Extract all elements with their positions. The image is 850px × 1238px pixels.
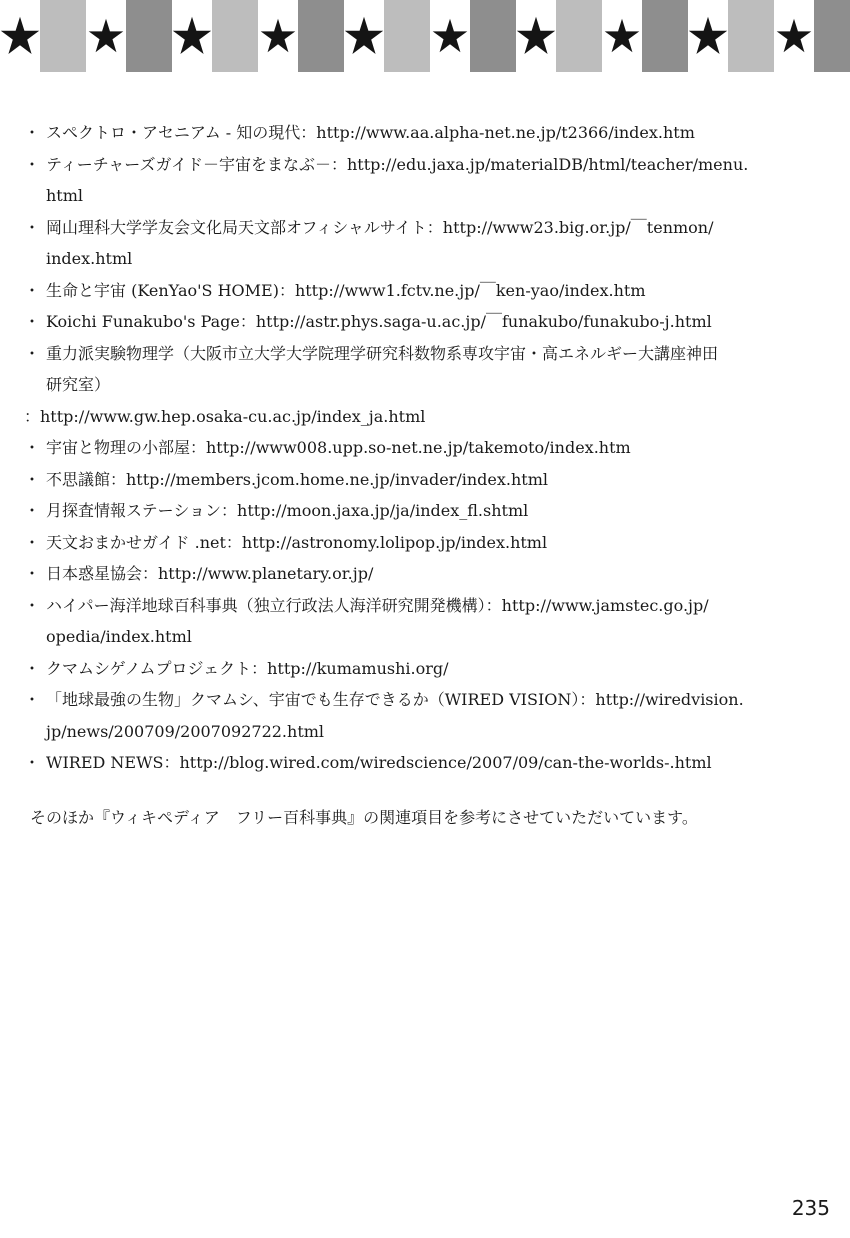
link-list-item: [24, 275, 824, 307]
bullet-mark: ・: [24, 438, 41, 457]
link-list-item: [24, 117, 824, 149]
bullet-mark: ・: [24, 217, 41, 237]
link-entry-text: 不思議館：http://members.jcom.home.ne.jp/invader/index.html: [46, 469, 548, 489]
bullet-mark: ・: [24, 753, 41, 772]
star-icon: [516, 10, 556, 62]
banner-stripe: [298, 0, 344, 72]
link-list-item: [24, 401, 824, 433]
footer-note: そのほか『ウィキペディア フリー百科事典』の関連項目を参考にさせていただいています。: [30, 808, 698, 827]
reference-link-list: [24, 117, 824, 779]
link-entry-continuation: jp/news/200709/2007092722.html: [46, 721, 325, 741]
banner-stripe: [728, 0, 774, 72]
link-entry-text: ：http://www.gw.hep.osaka-cu.ac.jp/index_ja.html: [24, 406, 426, 426]
link-entry-text: Koichi Funakubo's Page：http://astr.phys.saga-u.ac.jp/￣funakubo/funakubo-j.html: [46, 312, 712, 331]
link-entry-text: ティーチャーズガイド－宇宙をまなぶ－：http://edu.jaxa.jp/materialDB/html/teacher/menu.: [46, 154, 749, 174]
link-list-item: [24, 684, 824, 747]
link-entry-text: 岡山理科大学学友会文化局天文部オフィシャルサイト：http://www23.big.or.jp/￣tenmon/: [46, 217, 714, 237]
bullet-mark: ・: [24, 532, 41, 552]
link-entry-text: クマムシゲノムプロジェクト：http://kumamushi.org/: [46, 658, 449, 678]
star-icon: [344, 10, 384, 62]
star-icon: [604, 18, 640, 54]
link-entry-continuation: index.html: [46, 249, 133, 268]
link-entry-text: 宇宙と物理の小部屋：http://www008.upp.so-net.ne.jp/takemoto/index.htm: [46, 438, 631, 457]
link-list-item: [24, 212, 824, 275]
bullet-mark: ・: [24, 280, 41, 300]
banner-stripe: [40, 0, 86, 72]
banner-stripe: [642, 0, 688, 72]
link-entry-text: 重力派実験物理学（大阪市立大学大学院理学研究科数物系専攻宇宙・高エネルギー大講座神田: [46, 343, 719, 363]
star-icon: [172, 10, 212, 62]
bullet-mark: ・: [24, 690, 41, 709]
star-icon: [260, 18, 296, 54]
link-list-item: [24, 306, 824, 338]
star-banner: [0, 0, 850, 72]
bullet-mark: ・: [24, 154, 41, 174]
link-entry-text: 「地球最強の生物」クマムシ、宇宙でも生存できるか（WIRED VISION）：http://wiredvision.: [46, 690, 744, 709]
banner-stripe: [516, 0, 556, 72]
link-entry-continuation: 研究室）: [46, 375, 111, 394]
link-list-item: [24, 747, 824, 779]
bullet-mark: ・: [24, 469, 41, 489]
banner-stripe: [774, 0, 814, 72]
banner-stripe: [258, 0, 298, 72]
link-entry-text: 生命と宇宙 (KenYao'S HOME)：http://www1.fctv.ne.jp/￣ken-yao/index.htm: [46, 280, 646, 300]
page-number: 235: [791, 1196, 830, 1220]
link-entry-text: スペクトロ・アセニアム - 知の現代：http://www.aa.alpha-net.ne.jp/t2366/index.htm: [46, 123, 695, 142]
link-list-item: [24, 432, 824, 464]
banner-stripe: [212, 0, 258, 72]
star-icon: [88, 18, 124, 54]
banner-stripe: [814, 0, 850, 72]
banner-stripe: [0, 0, 40, 72]
bullet-mark: ・: [24, 312, 41, 331]
link-list-item: [24, 590, 824, 653]
bullet-mark: ・: [24, 501, 41, 520]
link-list-item: [24, 338, 824, 401]
bullet-mark: ・: [24, 658, 41, 678]
bullet-mark: ・: [24, 564, 41, 583]
link-entry-continuation: html: [46, 186, 84, 205]
link-entry-text: 月探査情報ステーション：http://moon.jaxa.jp/ja/index_fl.shtml: [46, 501, 529, 520]
star-icon: [776, 18, 812, 54]
bullet-mark: ・: [24, 595, 41, 615]
bullet-mark: ・: [24, 123, 41, 142]
banner-stripe: [86, 0, 126, 72]
banner-stripe: [126, 0, 172, 72]
banner-stripe: [430, 0, 470, 72]
link-list-item: [24, 464, 824, 496]
link-entry-text: ハイパー海洋地球百科事典（独立行政法人海洋研究開発機構）：http://www.jamstec.go.jp/: [46, 595, 709, 615]
banner-stripe: [172, 0, 212, 72]
link-list-item: [24, 558, 824, 590]
link-entry-text: 天文おまかせガイド .net：http://astronomy.lolipop.jp/index.html: [46, 532, 548, 552]
link-list-item: [24, 653, 824, 685]
banner-stripe: [384, 0, 430, 72]
star-icon: [0, 10, 40, 62]
banner-stripe: [688, 0, 728, 72]
link-list-item: [24, 149, 824, 212]
bullet-mark: ・: [24, 343, 41, 363]
banner-stripe: [470, 0, 516, 72]
star-icon: [432, 18, 468, 54]
link-list-item: [24, 495, 824, 527]
banner-stripe: [602, 0, 642, 72]
banner-stripe: [344, 0, 384, 72]
link-entry-text: 日本惑星協会：http://www.planetary.or.jp/: [46, 564, 374, 583]
banner-stripe: [556, 0, 602, 72]
link-list-item: [24, 527, 824, 559]
link-entry-text: WIRED NEWS：http://blog.wired.com/wiredscience/2007/09/can-the-worlds-.html: [46, 753, 712, 772]
link-entry-continuation: opedia/index.html: [46, 627, 192, 646]
star-icon: [688, 10, 728, 62]
